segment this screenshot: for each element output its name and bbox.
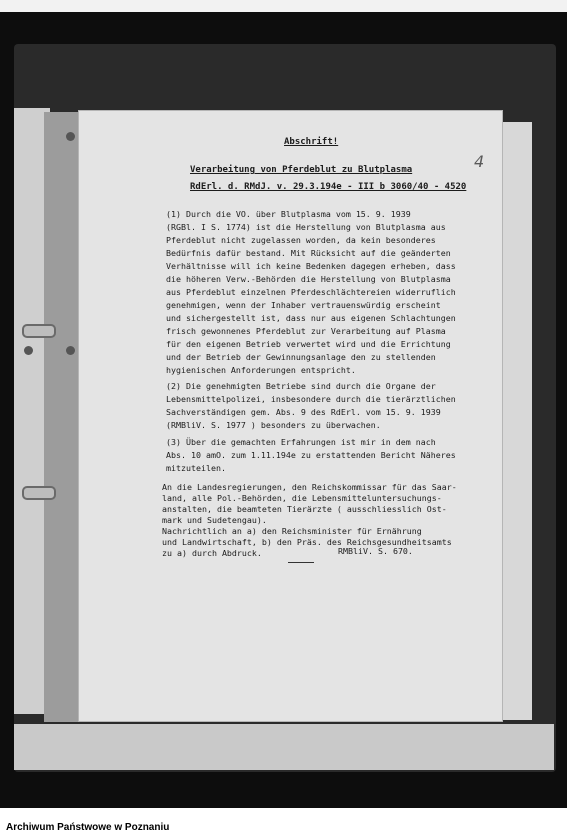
body-line: (RMBliV. S. 1977 ) besonders zu überwachen. — [166, 420, 381, 430]
body-line: Sachverständigen gem. Abs. 9 des RdErl. vom 15. 9. 1939 — [166, 407, 441, 417]
document-heading: Abschrift! — [284, 137, 339, 147]
body-line: (RGBl. I S. 1774) ist die Herstellung von Blutplasma aus — [166, 222, 446, 232]
body-line: aus Pferdeblut einzelnen Pferdeschlächtereien widerruflich — [166, 287, 456, 297]
punch-hole — [66, 346, 75, 355]
document-reference: RdErl. d. RMdJ. v. 29.3.194e - III b 3060/40 - 4520 — [190, 182, 467, 192]
distribution-line: Nachrichtlich an a) den Reichsminister für Ernährung — [162, 526, 422, 536]
binder-ring-top — [22, 324, 56, 338]
distribution-line: land, alle Pol.-Behörden, die Lebensmitteluntersuchungs- — [162, 493, 442, 503]
distribution-line: anstalten, die beamteten Tierärzte ( ausschliesslich Ost- — [162, 504, 447, 514]
punch-hole — [66, 132, 75, 141]
body-line: (3) Über die gemachten Erfahrungen ist mir in dem nach — [166, 437, 436, 447]
distribution-line: An die Landesregierungen, den Reichskommissar für das Saar- — [162, 482, 457, 492]
top-border — [0, 0, 567, 12]
body-line: genehmigen, wenn der Inhaber vertrauenswürdig erscheint — [166, 300, 441, 310]
body-line: für den eigenen Betrieb verwertet wird und die Errichtung — [166, 339, 451, 349]
body-line: hygienischen Anforderungen entspricht. — [166, 365, 356, 375]
body-line: mitzuteilen. — [166, 463, 226, 473]
body-line: Bedürfnis dafür bestand. Mit Rücksicht auf die geänderten — [166, 248, 451, 258]
body-line: und der Betrieb der Gewinnungsanlage den zu stellenden — [166, 352, 436, 362]
source-citation: RMBliV. S. 670. — [338, 546, 413, 556]
body-line: Abs. 10 amO. zum 1.11.194e zu erstattenden Bericht Näheres — [166, 450, 456, 460]
margin-note: 4 — [474, 152, 485, 171]
body-line: Pferdeblut nicht zugelassen worden, da kein besonderes — [166, 235, 436, 245]
archive-credit: Archiwum Państwowe w Poznaniu — [6, 822, 170, 833]
body-line: frisch gewonnenes Pferdeblut zur Verarbeitung auf Plasma — [166, 326, 446, 336]
body-line: (1) Durch die VO. über Blutplasma vom 15. 9. 1939 — [166, 209, 411, 219]
body-line: (2) Die genehmigten Betriebe sind durch die Organe der — [166, 381, 436, 391]
distribution-line: mark und Sudetengau). — [162, 515, 267, 525]
punch-hole — [24, 346, 33, 355]
document-title: Verarbeitung von Pferdeblut zu Blutplasma — [190, 165, 413, 175]
folder-bottom — [14, 724, 554, 770]
body-line: Lebensmittelpolizei, insbesondere durch die tierärztlichen — [166, 394, 456, 404]
distribution-line: zu a) durch Abdruck. — [162, 548, 262, 558]
body-line: die höheren Verw.-Behörden die Herstellung von Blutplasma — [166, 274, 451, 284]
closing-rule — [288, 562, 314, 563]
distribution-line: und Landwirtschaft, b) den Präs. des Reichsgesundheitsamts — [162, 537, 452, 547]
binder-ring-bottom — [22, 486, 56, 500]
body-line: und sichergestellt ist, dass nur aus eigenen Schlachtungen — [166, 313, 456, 323]
body-line: Verhältnisse will ich keine Bedenken dagegen erheben, dass — [166, 261, 456, 271]
